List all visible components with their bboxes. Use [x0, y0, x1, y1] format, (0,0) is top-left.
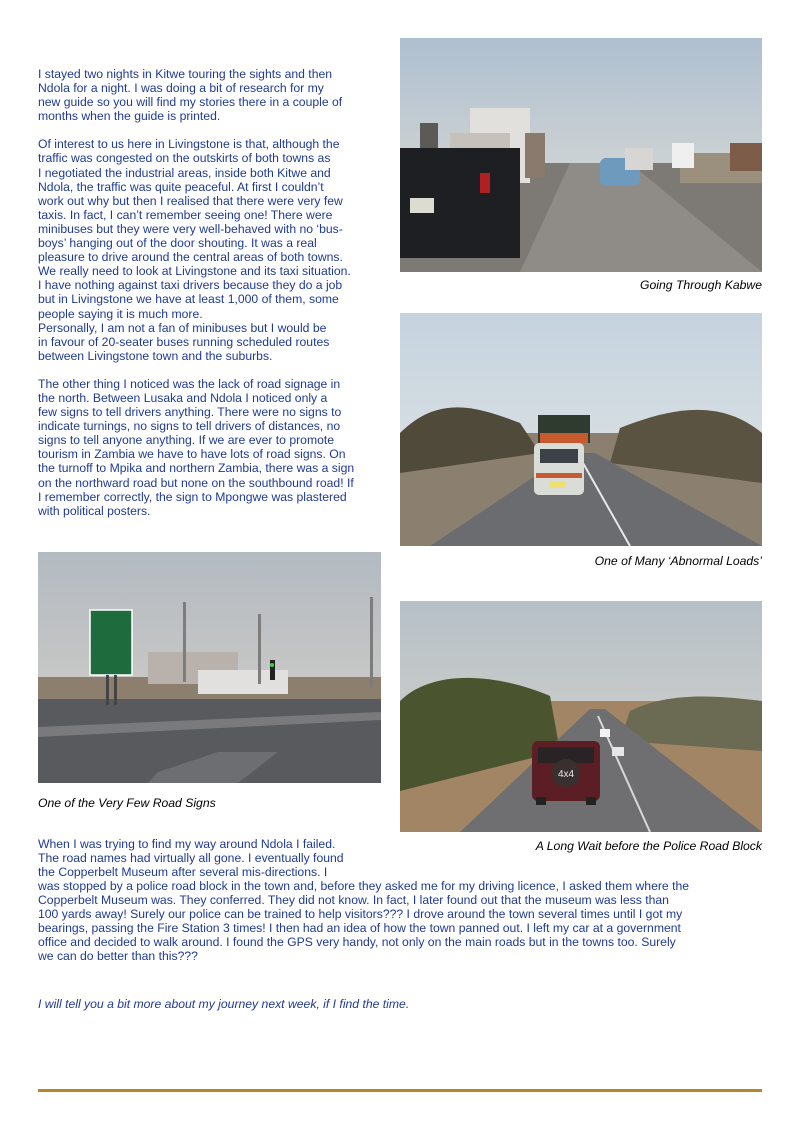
- photo-police-road-block: [400, 601, 762, 832]
- footer-rule: [38, 1089, 762, 1092]
- paragraph-3: The other thing I noticed was the lack of road signage in the north. Between Lusaka and Ndola I noticed only a few signs to tell drivers anything. There were no signs to indicate turnings, no signs to tell drivers of distances, no signs to tell anyone anything. If we are ever to promote tourism in Zambia we have to have lots of road signs. On the turnoff to Mpika and northern Zambia, there was a sign on the northward road but none on the southbound road! If I remember correctly, the sign to Mpongwe was plastered with political posters.: [38, 376, 355, 518]
- paragraph-1: I stayed two nights in Kitwe touring the sights and then Ndola for a night. I was doing a bit of research for my new guide so you will find my stories there in a couple of months when the guide is printed.: [38, 67, 343, 124]
- paragraph-2: Of interest to us here in Livingstone is that, although the traffic was congested on the outskirts of both towns as I negotiated the industrial areas, inside both Kitwe and Ndola, the traffic was quite peaceful. At first I couldn’t work out why but then I realised that there were very few taxis. In fact, I can’t remember seeing one! There were minibuses but they were very well-behaved with no ‘bus- boys’ hanging out of the door shouting. It was a real pleasure to drive around the central areas of both towns. We really need to look at Livingstone and its taxi situation. I have nothing against taxi drivers because they do a job but in Livingstone we have at least 1,000 of them, some people saying it is much more. Personally, I am not a fan of minibuses but I would be in favour of 20-seater buses running scheduled routes between Livingstone town and the suburbs.: [38, 137, 351, 363]
- bottom-paragraph-start: When I was trying to find my way around Ndola I failed. The road names had virtually all gone. I eventually found the Copperbelt Museum after several mis-directions. I: [38, 837, 344, 880]
- photo-abnormal-load: [400, 313, 762, 546]
- spare-tire-text: 4x4: [557, 769, 575, 780]
- photo-road-sign: [38, 552, 381, 783]
- caption-police-road-block: A Long Wait before the Police Road Block: [535, 839, 762, 853]
- closing-line: I will tell you a bit more about my journey next week, if I find the time.: [38, 997, 410, 1011]
- photo-kabwe-traffic: [400, 38, 762, 272]
- bottom-paragraph-continued: was stopped by a police road block in the town and, before they asked me for my driving licence, I asked them where the Copperbelt Museum was. They conferred. They did not know. In fact, I later found out that the museum was less than 100 yards away! Surely our police can be trained to help visitors??? I drove around the town several times until I got my bearings, passing the Fire Station 3 times! I then had an idea of how the town panned out. I left my car at a government office and decided to walk around. I found the GPS very handy, not only on the main roads but in the towns too. Surely we can do better than this???: [38, 879, 690, 964]
- article-column: [38, 67, 388, 518]
- caption-kabwe: Going Through Kabwe: [640, 278, 762, 292]
- caption-abnormal-loads: One of Many ‘Abnormal Loads’: [594, 554, 762, 568]
- caption-road-signs: One of the Very Few Road Signs: [38, 796, 216, 810]
